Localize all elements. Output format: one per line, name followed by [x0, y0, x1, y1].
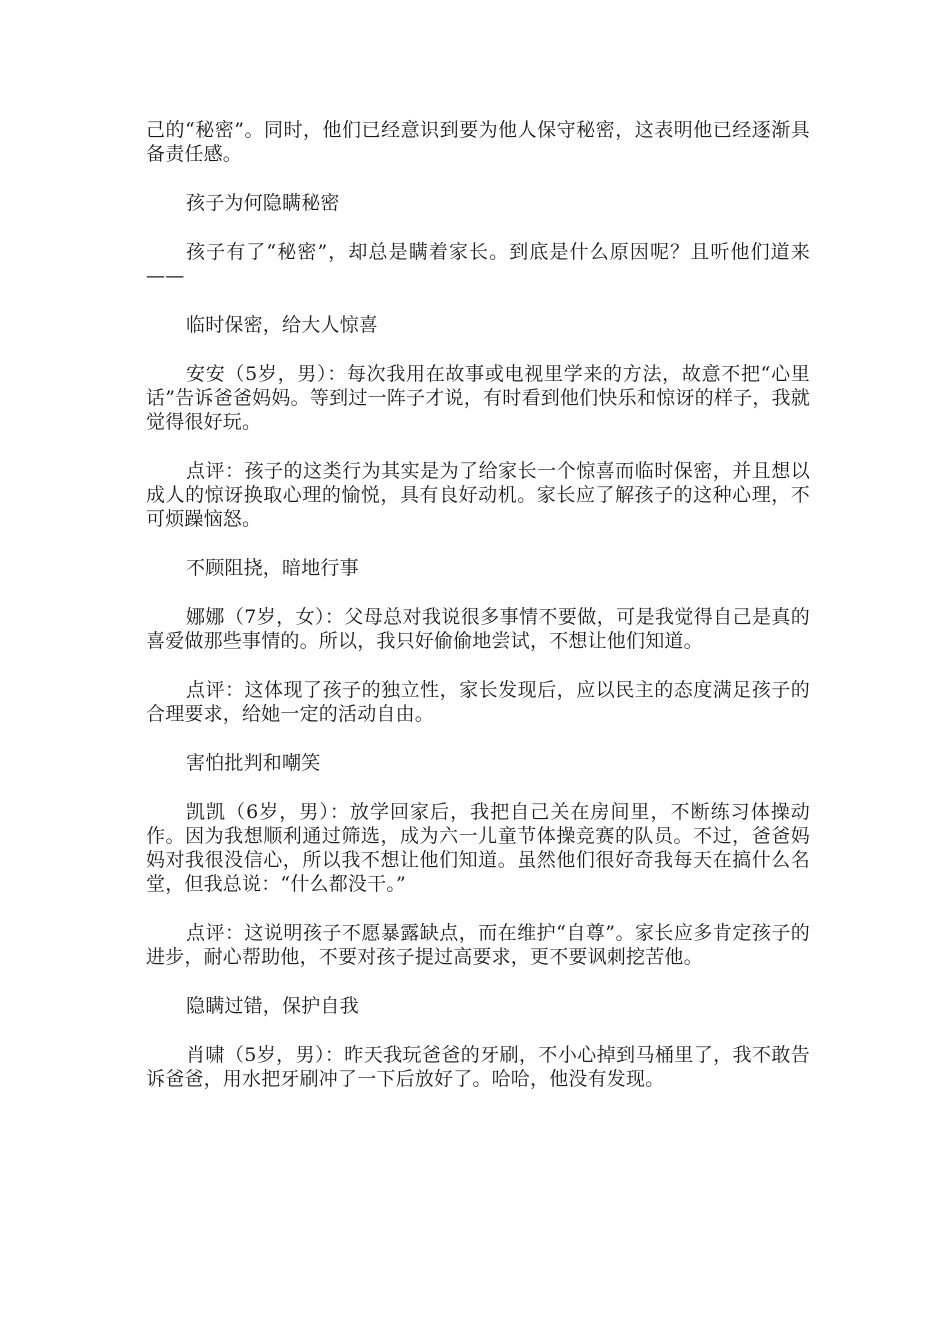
body-paragraph: 凯凯（6岁，男）：放学回家后，我把自己关在房间里，不断练习体操动作。因为我想顺利通过筛选，成为六一儿童节体操竞赛的队员。不过，爸爸妈妈对我很没信心，所以我不想让他们知道。虽然他们很好奇我每天在搞什么名堂，但我总说：“什么都没干。” [146, 801, 810, 895]
comment-paragraph: 点评：这体现了孩子的独立性，家长发现后，应以民主的态度满足孩子的合理要求，给她一定的活动自由。 [146, 679, 810, 725]
body-paragraph: 肖啸（5岁，男）：昨天我玩爸爸的牙刷，不小心掉到马桶里了，我不敢告诉爸爸，用水把牙刷冲了一下后放好了。哈哈，他没有发现。 [146, 1044, 810, 1090]
comment-paragraph: 点评：孩子的这类行为其实是为了给家长一个惊喜而临时保密，并且想以成人的惊讶换取心理的愉悦，具有良好动机。家长应了解孩子的这种心理，不可烦躁恼怒。 [146, 460, 810, 530]
body-paragraph: 安安（5岁，男）：每次我用在故事或电视里学来的方法，故意不把“心里话”告诉爸爸妈妈。等到过一阵子才说，有时看到他们快乐和惊讶的样子，我就觉得很好玩。 [146, 363, 810, 433]
body-paragraph: 己的“秘密”。同时，他们已经意识到要为他人保守秘密，这表明他已经逐渐具备责任感。 [146, 119, 810, 165]
section-heading: 隐瞒过错，保护自我 [186, 995, 359, 1017]
document-page [146, 118, 810, 1116]
body-paragraph: 孩子有了“秘密”，却总是瞒着家长。到底是什么原因呢？且听他们道来—— [146, 241, 810, 287]
section-heading: 孩子为何隐瞒秘密 [186, 192, 340, 214]
section-heading: 临时保密，给大人惊喜 [186, 314, 379, 336]
body-paragraph: 娜娜（7岁，女）：父母总对我说很多事情不要做，可是我觉得自己是真的喜爱做那些事情的。所以，我只好偷偷地尝试，不想让他们知道。 [146, 606, 810, 652]
section-heading: 害怕批判和嘲笑 [186, 752, 321, 774]
section-heading: 不顾阻挠，暗地行事 [186, 557, 359, 579]
comment-paragraph: 点评：这说明孩子不愿暴露缺点，而在维护“自尊”。家长应多肯定孩子的进步，耐心帮助他，不要对孩子提过高要求，更不要讽刺挖苦他。 [146, 922, 810, 968]
